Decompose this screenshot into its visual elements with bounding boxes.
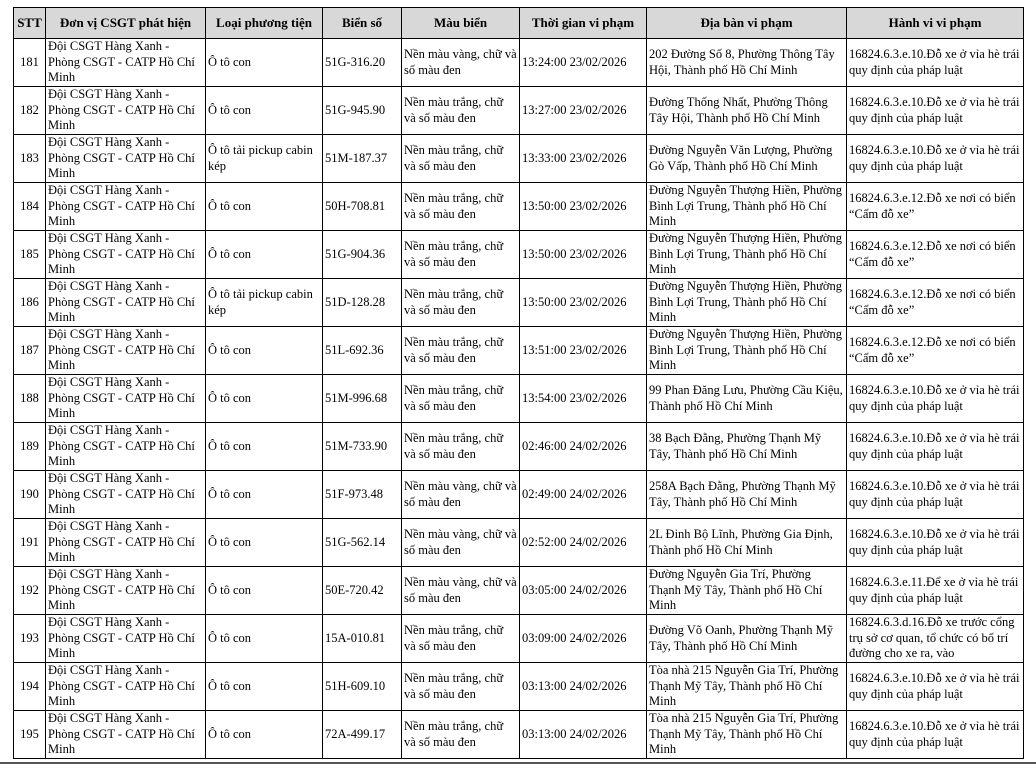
cell-plate-color: Nền màu trắng, chữ và số màu đen	[402, 423, 520, 471]
cell-plate-color: Nền màu trắng, chữ và số màu đen	[402, 183, 520, 231]
cell-plate: 51M-187.37	[323, 135, 402, 183]
cell-plate: 51H-609.10	[323, 663, 402, 711]
cell-unit: Đội CSGT Hàng Xanh - Phòng CSGT - CATP Hồ Chí Minh	[46, 663, 206, 711]
cell-stt: 193	[14, 615, 46, 663]
cell-unit: Đội CSGT Hàng Xanh - Phòng CSGT - CATP Hồ Chí Minh	[46, 135, 206, 183]
table-row	[14, 663, 1024, 711]
cell-plate: 51G-562.14	[323, 519, 402, 567]
cell-location: Đường Nguyễn Thượng Hiền, Phường Bình Lợi Trung, Thành phố Hồ Chí Minh	[647, 327, 847, 375]
cell-time: 13:50:00 23/02/2026	[520, 279, 647, 327]
cell-stt: 195	[14, 711, 46, 759]
cell-vehicle: Ô tô con	[206, 87, 323, 135]
table-row	[14, 567, 1024, 615]
cell-vehicle: Ô tô con	[206, 471, 323, 519]
cell-violation: 16824.6.3.e.12.Đỗ xe nơi có biển “Cấm đỗ xe”	[847, 183, 1024, 231]
cell-violation: 16824.6.3.e.12.Đỗ xe nơi có biển “Cấm đỗ xe”	[847, 327, 1024, 375]
cell-plate-color: Nền màu trắng, chữ và số màu đen	[402, 279, 520, 327]
cell-violation: 16824.6.3.e.11.Để xe ở vỉa hè trái quy định của pháp luật	[847, 567, 1024, 615]
cell-time: 02:46:00 24/02/2026	[520, 423, 647, 471]
cell-stt: 183	[14, 135, 46, 183]
cell-plate: 51F-973.48	[323, 471, 402, 519]
cell-violation: 16824.6.3.e.10.Đỗ xe ở vỉa hè trái quy định của pháp luật	[847, 423, 1024, 471]
cell-location: Đường Nguyễn Văn Lượng, Phường Gò Vấp, Thành phố Hồ Chí Minh	[647, 135, 847, 183]
header-unit: Đơn vị CSGT phát hiện	[46, 8, 206, 39]
table-row	[14, 423, 1024, 471]
header-vehicle: Loại phương tiện	[206, 8, 323, 39]
cell-stt: 187	[14, 327, 46, 375]
cell-vehicle: Ô tô con	[206, 39, 323, 87]
cell-time: 02:49:00 24/02/2026	[520, 471, 647, 519]
cell-violation: 16824.6.3.e.10.Đỗ xe ở vỉa hè trái quy định của pháp luật	[847, 87, 1024, 135]
cell-location: Đường Võ Oanh, Phường Thạnh Mỹ Tây, Thành phố Hồ Chí Minh	[647, 615, 847, 663]
cell-plate-color: Nền màu trắng, chữ và số màu đen	[402, 231, 520, 279]
cell-unit: Đội CSGT Hàng Xanh - Phòng CSGT - CATP Hồ Chí Minh	[46, 375, 206, 423]
cell-stt: 181	[14, 39, 46, 87]
cell-time: 03:13:00 24/02/2026	[520, 663, 647, 711]
cell-plate: 51G-316.20	[323, 39, 402, 87]
cell-unit: Đội CSGT Hàng Xanh - Phòng CSGT - CATP Hồ Chí Minh	[46, 39, 206, 87]
cell-plate: 51L-692.36	[323, 327, 402, 375]
table-row	[14, 711, 1024, 759]
cell-location: Đường Nguyễn Thượng Hiền, Phường Bình Lợi Trung, Thành phố Hồ Chí Minh	[647, 279, 847, 327]
cell-location: 2L Đinh Bộ Lĩnh, Phường Gia Định, Thành phố Hồ Chí Minh	[647, 519, 847, 567]
cell-time: 13:54:00 23/02/2026	[520, 375, 647, 423]
cell-time: 13:27:00 23/02/2026	[520, 87, 647, 135]
cell-unit: Đội CSGT Hàng Xanh - Phòng CSGT - CATP Hồ Chí Minh	[46, 231, 206, 279]
cell-vehicle: Ô tô con	[206, 663, 323, 711]
cell-violation: 16824.6.3.e.10.Đỗ xe ở vỉa hè trái quy định của pháp luật	[847, 135, 1024, 183]
cell-violation: 16824.6.3.e.12.Đỗ xe nơi có biển “Cấm đỗ xe”	[847, 231, 1024, 279]
cell-unit: Đội CSGT Hàng Xanh - Phòng CSGT - CATP Hồ Chí Minh	[46, 423, 206, 471]
cell-violation: 16824.6.3.e.12.Đỗ xe nơi có biển “Cấm đỗ xe”	[847, 279, 1024, 327]
cell-violation: 16824.6.3.e.10.Đỗ xe ở vỉa hè trái quy định của pháp luật	[847, 663, 1024, 711]
cell-violation: 16824.6.3.e.10.Đỗ xe ở vỉa hè trái quy định của pháp luật	[847, 471, 1024, 519]
table-row	[14, 519, 1024, 567]
cell-plate: 50E-720.42	[323, 567, 402, 615]
cell-unit: Đội CSGT Hàng Xanh - Phòng CSGT - CATP Hồ Chí Minh	[46, 567, 206, 615]
cell-plate-color: Nền màu trắng, chữ và số màu đen	[402, 87, 520, 135]
cell-plate-color: Nền màu vàng, chữ và số màu đen	[402, 567, 520, 615]
cell-unit: Đội CSGT Hàng Xanh - Phòng CSGT - CATP Hồ Chí Minh	[46, 471, 206, 519]
cell-vehicle: Ô tô tải pickup cabin kép	[206, 279, 323, 327]
cell-plate: 15A-010.81	[323, 615, 402, 663]
cell-stt: 185	[14, 231, 46, 279]
cell-stt: 184	[14, 183, 46, 231]
cell-stt: 188	[14, 375, 46, 423]
table-row	[14, 135, 1024, 183]
cell-plate-color: Nền màu trắng, chữ và số màu đen	[402, 663, 520, 711]
header-plate: Biển số	[323, 8, 402, 39]
cell-vehicle: Ô tô tải pickup cabin kép	[206, 135, 323, 183]
cell-plate-color: Nền màu vàng, chữ và số màu đen	[402, 471, 520, 519]
cell-vehicle: Ô tô con	[206, 711, 323, 759]
cell-plate-color: Nền màu trắng, chữ và số màu đen	[402, 615, 520, 663]
header-time: Thời gian vi phạm	[520, 8, 647, 39]
cell-unit: Đội CSGT Hàng Xanh - Phòng CSGT - CATP Hồ Chí Minh	[46, 279, 206, 327]
cell-time: 13:33:00 23/02/2026	[520, 135, 647, 183]
bottom-divider	[0, 762, 1036, 764]
cell-plate: 51M-733.90	[323, 423, 402, 471]
cell-unit: Đội CSGT Hàng Xanh - Phòng CSGT - CATP Hồ Chí Minh	[46, 183, 206, 231]
cell-stt: 191	[14, 519, 46, 567]
header-violation: Hành vi vi phạm	[847, 8, 1024, 39]
table-row	[14, 279, 1024, 327]
cell-plate-color: Nền màu trắng, chữ và số màu đen	[402, 375, 520, 423]
cell-plate: 51M-996.68	[323, 375, 402, 423]
cell-plate: 50H-708.81	[323, 183, 402, 231]
cell-location: Tòa nhà 215 Nguyễn Gia Trí, Phường Thạnh Mỹ Tây, Thành phố Hồ Chí Minh	[647, 663, 847, 711]
cell-location: 38 Bạch Đằng, Phường Thạnh Mỹ Tây, Thành phố Hồ Chí Minh	[647, 423, 847, 471]
violations-table	[13, 7, 1024, 759]
cell-unit: Đội CSGT Hàng Xanh - Phòng CSGT - CATP Hồ Chí Minh	[46, 519, 206, 567]
cell-vehicle: Ô tô con	[206, 231, 323, 279]
cell-violation: 16824.6.3.e.10.Đỗ xe ở vỉa hè trái quy định của pháp luật	[847, 39, 1024, 87]
cell-stt: 194	[14, 663, 46, 711]
cell-vehicle: Ô tô con	[206, 423, 323, 471]
cell-stt: 190	[14, 471, 46, 519]
cell-location: Đường Nguyễn Thượng Hiền, Phường Bình Lợi Trung, Thành phố Hồ Chí Minh	[647, 231, 847, 279]
cell-unit: Đội CSGT Hàng Xanh - Phòng CSGT - CATP Hồ Chí Minh	[46, 327, 206, 375]
table-row	[14, 183, 1024, 231]
cell-location: 202 Đường Số 8, Phường Thông Tây Hội, Thành phố Hồ Chí Minh	[647, 39, 847, 87]
cell-stt: 192	[14, 567, 46, 615]
cell-location: 99 Phan Đăng Lưu, Phường Cầu Kiệu, Thành phố Hồ Chí Minh	[647, 375, 847, 423]
cell-location: Đường Nguyễn Gia Trí, Phường Thạnh Mỹ Tây, Thành phố Hồ Chí Minh	[647, 567, 847, 615]
cell-unit: Đội CSGT Hàng Xanh - Phòng CSGT - CATP Hồ Chí Minh	[46, 87, 206, 135]
cell-plate: 51D-128.28	[323, 279, 402, 327]
cell-time: 03:05:00 24/02/2026	[520, 567, 647, 615]
cell-vehicle: Ô tô con	[206, 375, 323, 423]
cell-stt: 186	[14, 279, 46, 327]
cell-plate-color: Nền màu trắng, chữ và số màu đen	[402, 135, 520, 183]
cell-location: Tòa nhà 215 Nguyễn Gia Trí, Phường Thạnh Mỹ Tây, Thành phố Hồ Chí Minh	[647, 711, 847, 759]
cell-vehicle: Ô tô con	[206, 327, 323, 375]
cell-time: 02:52:00 24/02/2026	[520, 519, 647, 567]
cell-violation: 16824.6.3.d.16.Đỗ xe trước cổng trụ sở cơ quan, tổ chức có bố trí đường cho xe ra, vào	[847, 615, 1024, 663]
header-stt: STT	[14, 8, 46, 39]
cell-location: Đường Nguyễn Thượng Hiền, Phường Bình Lợi Trung, Thành phố Hồ Chí Minh	[647, 183, 847, 231]
table-row	[14, 87, 1024, 135]
table-row	[14, 231, 1024, 279]
cell-time: 03:09:00 24/02/2026	[520, 615, 647, 663]
cell-violation: 16824.6.3.e.10.Đỗ xe ở vỉa hè trái quy định của pháp luật	[847, 519, 1024, 567]
cell-unit: Đội CSGT Hàng Xanh - Phòng CSGT - CATP Hồ Chí Minh	[46, 615, 206, 663]
table-row	[14, 327, 1024, 375]
header-plate-color: Màu biển	[402, 8, 520, 39]
cell-vehicle: Ô tô con	[206, 615, 323, 663]
table-row	[14, 471, 1024, 519]
cell-location: Đường Thống Nhất, Phường Thông Tây Hội, Thành phố Hồ Chí Minh	[647, 87, 847, 135]
cell-time: 13:50:00 23/02/2026	[520, 231, 647, 279]
cell-plate-color: Nền màu vàng, chữ và số màu đen	[402, 519, 520, 567]
header-location: Địa bàn vi phạm	[647, 8, 847, 39]
header-row	[14, 8, 1024, 39]
cell-plate-color: Nền màu trắng, chữ và số màu đen	[402, 327, 520, 375]
cell-plate-color: Nền màu trắng, chữ và số màu đen	[402, 711, 520, 759]
table-body	[14, 39, 1024, 759]
cell-time: 13:51:00 23/02/2026	[520, 327, 647, 375]
cell-plate-color: Nền màu vàng, chữ và số màu đen	[402, 39, 520, 87]
cell-vehicle: Ô tô con	[206, 567, 323, 615]
cell-vehicle: Ô tô con	[206, 519, 323, 567]
cell-location: 258A Bạch Đằng, Phường Thạnh Mỹ Tây, Thành phố Hồ Chí Minh	[647, 471, 847, 519]
cell-stt: 189	[14, 423, 46, 471]
cell-plate: 51G-945.90	[323, 87, 402, 135]
cell-plate: 72A-499.17	[323, 711, 402, 759]
table-row	[14, 39, 1024, 87]
cell-plate: 51G-904.36	[323, 231, 402, 279]
cell-unit: Đội CSGT Hàng Xanh - Phòng CSGT - CATP Hồ Chí Minh	[46, 711, 206, 759]
table-row	[14, 375, 1024, 423]
table-row	[14, 615, 1024, 663]
cell-time: 03:13:00 24/02/2026	[520, 711, 647, 759]
cell-time: 13:50:00 23/02/2026	[520, 183, 647, 231]
cell-violation: 16824.6.3.e.10.Đỗ xe ở vỉa hè trái quy định của pháp luật	[847, 375, 1024, 423]
cell-stt: 182	[14, 87, 46, 135]
cell-violation: 16824.6.3.e.10.Đỗ xe ở vỉa hè trái quy định của pháp luật	[847, 711, 1024, 759]
cell-vehicle: Ô tô con	[206, 183, 323, 231]
cell-time: 13:24:00 23/02/2026	[520, 39, 647, 87]
